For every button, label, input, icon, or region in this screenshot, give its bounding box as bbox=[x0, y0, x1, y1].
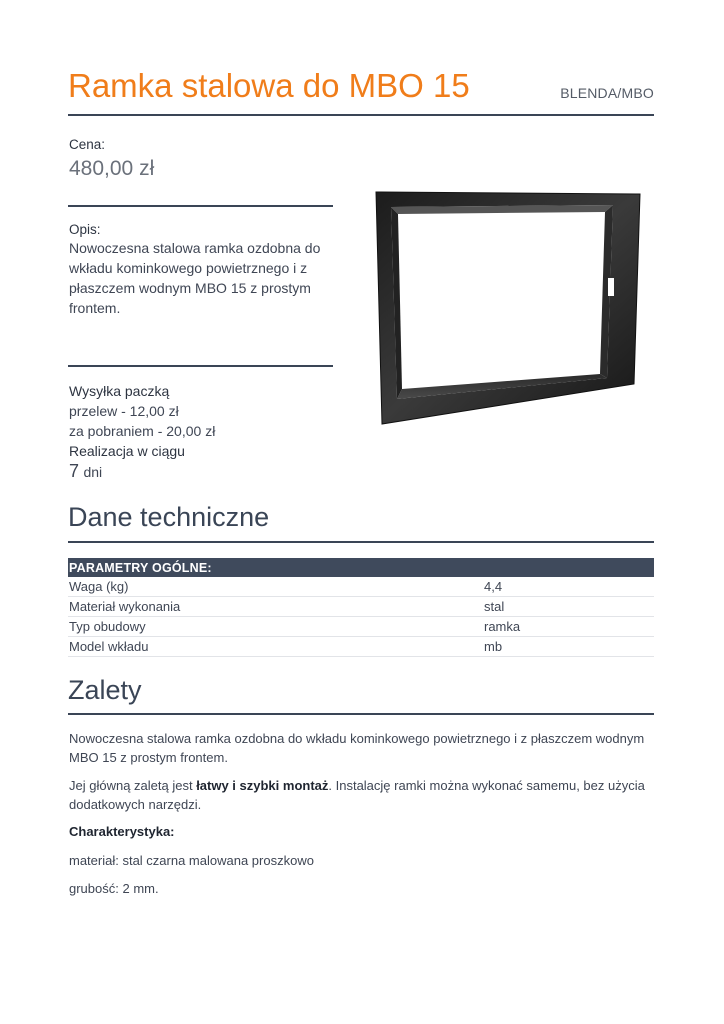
param-value: 4,4 bbox=[484, 577, 654, 597]
product-code: BLENDA/MBO bbox=[560, 85, 654, 101]
param-name: Typ obudowy bbox=[68, 617, 484, 637]
characteristics-label-text: Charakterystyka: bbox=[69, 824, 175, 839]
header-divider bbox=[68, 114, 654, 116]
table-row bbox=[68, 577, 654, 597]
tech-table bbox=[68, 558, 654, 657]
steel-frame-image bbox=[372, 188, 644, 428]
description-label: Opis: bbox=[69, 222, 101, 237]
advantages-divider bbox=[68, 713, 654, 715]
table-group-header bbox=[68, 558, 654, 577]
advantages-p2-before: Jej główną zaletą jest bbox=[69, 778, 197, 793]
characteristics-item: grubość: 2 mm. bbox=[69, 881, 159, 896]
description-text: Nowoczesna stalowa ramka ozdobna do wkładu kominkowego powietrznego i z płaszczem wodnym MBO 15 z prostym frontem. bbox=[69, 240, 321, 316]
product-image bbox=[372, 188, 644, 428]
table-row bbox=[68, 597, 654, 617]
table-row bbox=[68, 617, 654, 637]
advantages-p2-after: . Instalację ramki można wykonać samemu, bez użycia dodatkowych narzędzi. bbox=[69, 778, 645, 812]
characteristics-item: materiał: stal czarna malowana proszkowo bbox=[69, 853, 314, 868]
realization-unit: dni bbox=[83, 464, 103, 480]
param-value: ramka bbox=[484, 617, 654, 637]
advantages-heading: Zalety bbox=[68, 675, 142, 705]
shipping-label: Wysyłka paczką bbox=[69, 383, 170, 399]
tech-divider bbox=[68, 541, 654, 543]
advantages-p2-bold: łatwy i szybki montaż bbox=[196, 778, 329, 793]
group-title: PARAMETRY OGÓLNE: bbox=[68, 558, 654, 577]
realization-value: 7 bbox=[69, 461, 80, 481]
description-divider bbox=[68, 365, 333, 367]
characteristics-label bbox=[69, 822, 659, 841]
price-divider bbox=[68, 205, 333, 207]
table-row bbox=[68, 637, 654, 657]
realization-label: Realizacja w ciągu bbox=[69, 443, 185, 459]
advantages-paragraph-2 bbox=[69, 776, 659, 814]
param-value: mb bbox=[484, 637, 654, 657]
shipping-option-cod: za pobraniem - 20,00 zł bbox=[69, 423, 216, 439]
tech-heading: Dane techniczne bbox=[68, 502, 270, 532]
shipping-option-transfer: przelew - 12,00 zł bbox=[69, 403, 179, 419]
realization-time bbox=[69, 461, 102, 482]
param-name: Materiał wykonania bbox=[68, 597, 484, 617]
param-name: Waga (kg) bbox=[68, 577, 484, 597]
page-title: Ramka stalowa do MBO 15 bbox=[68, 67, 470, 104]
advantages-paragraph-1: Nowoczesna stalowa ramka ozdobna do wkładu kominkowego powietrznego i z płaszczem wodnym MBO 15 z prostym frontem. bbox=[69, 731, 645, 765]
shipping-block bbox=[69, 381, 331, 461]
param-name: Model wkładu bbox=[68, 637, 484, 657]
param-value: stal bbox=[484, 597, 654, 617]
price-label: Cena: bbox=[69, 137, 106, 152]
price-value: 480,00 zł bbox=[69, 157, 155, 180]
